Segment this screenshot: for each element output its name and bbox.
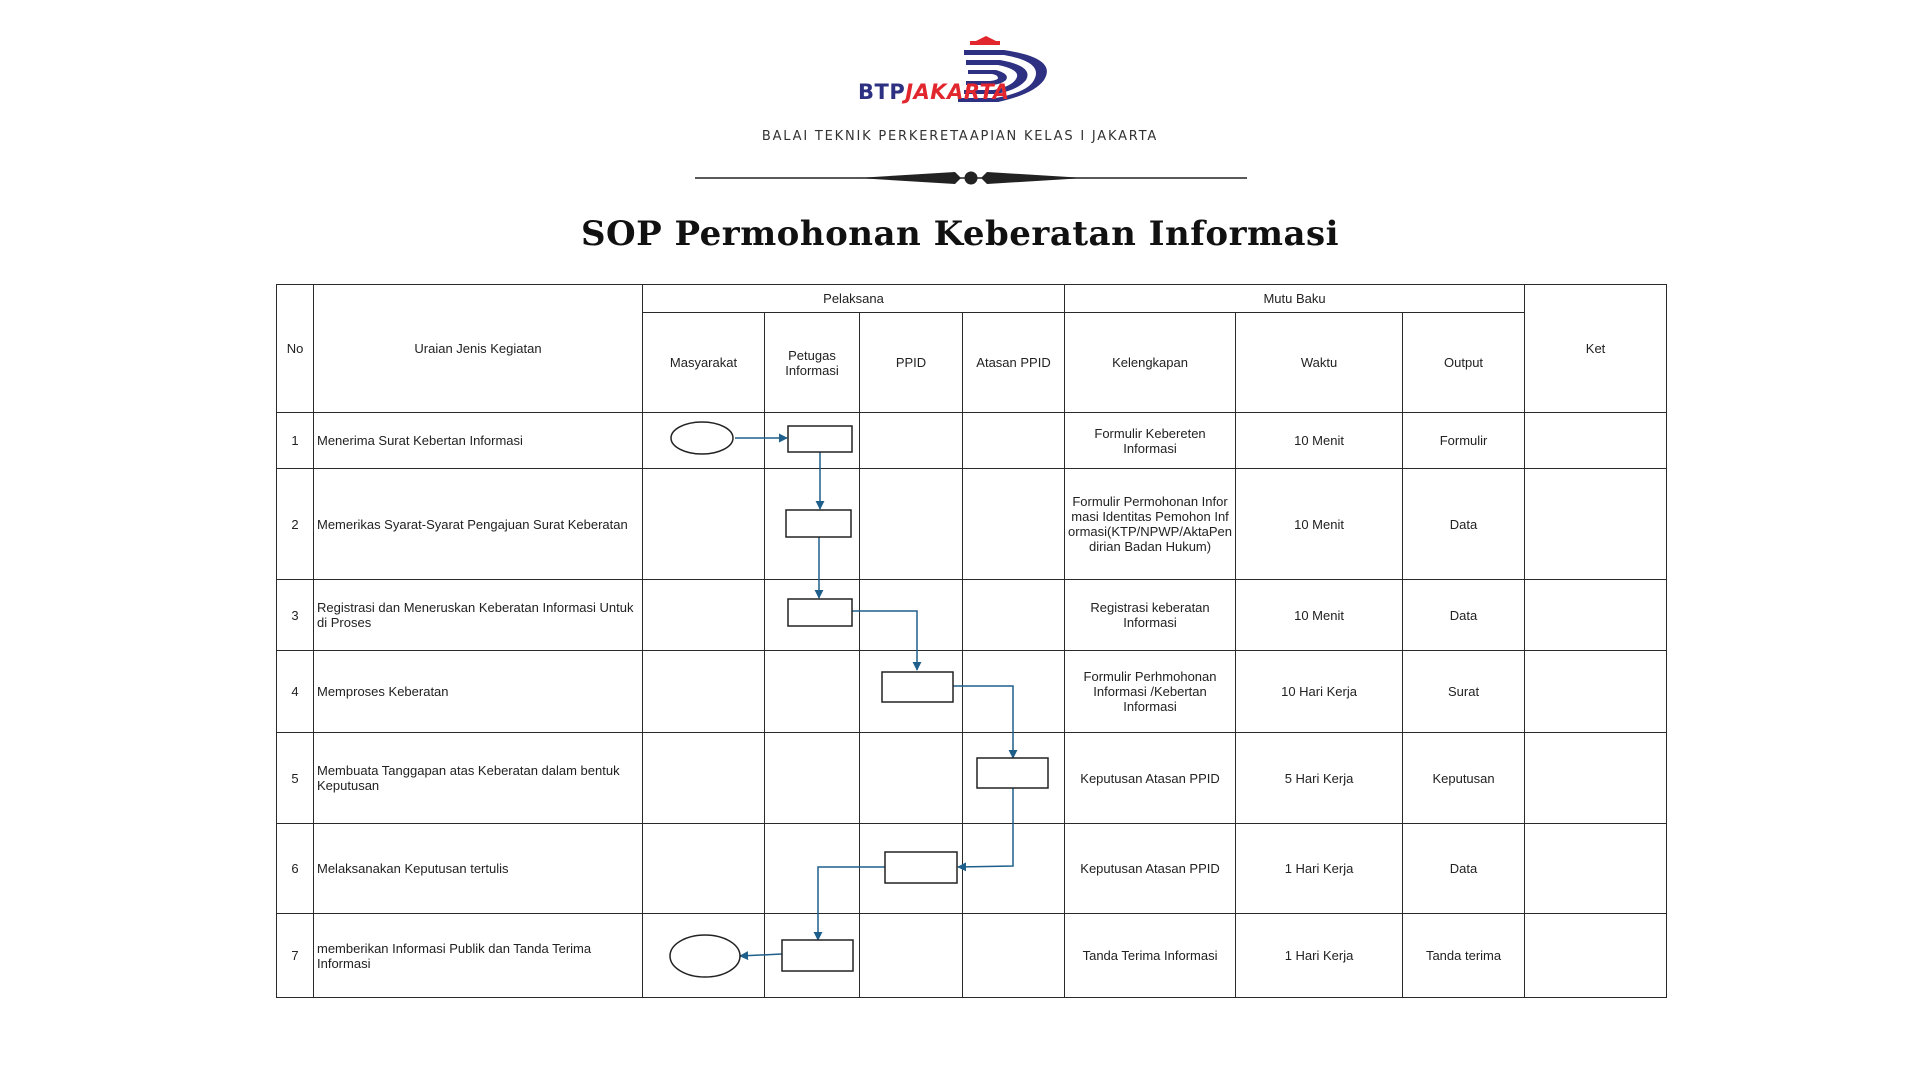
header-petugas-informasi: Petugas Informasi xyxy=(765,313,860,413)
cell-ppid xyxy=(860,651,963,733)
cell-petugas xyxy=(765,651,860,733)
table-row xyxy=(277,469,1667,580)
row-output: Tanda terima xyxy=(1403,914,1525,998)
table-row xyxy=(277,824,1667,914)
row-kelengkapan: Registrasi keberatan Informasi xyxy=(1065,580,1236,651)
railway-logo-icon xyxy=(858,36,1068,116)
cell-petugas xyxy=(765,413,860,469)
btp-jakarta-logo xyxy=(858,36,1068,116)
table-row xyxy=(277,580,1667,651)
cell-atasan xyxy=(963,413,1065,469)
cell-masyarakat xyxy=(643,733,765,824)
table-row xyxy=(277,651,1667,733)
header-no: No xyxy=(277,285,314,413)
cell-atasan xyxy=(963,824,1065,914)
row-ket xyxy=(1525,651,1667,733)
page-title: SOP Permohonan Keberatan Informasi xyxy=(580,214,1340,254)
header-ppid: PPID xyxy=(860,313,963,413)
header-ket: Ket xyxy=(1525,285,1667,413)
header-uraian: Uraian Jenis Kegiatan xyxy=(314,285,643,413)
row-ket xyxy=(1525,413,1667,469)
row-ket xyxy=(1525,469,1667,580)
row-waktu: 1 Hari Kerja xyxy=(1236,914,1403,998)
header-output: Output xyxy=(1403,313,1525,413)
table-row xyxy=(277,413,1667,469)
row-output: Surat xyxy=(1403,651,1525,733)
row-kelengkapan: Formulir Kebereten Informasi xyxy=(1065,413,1236,469)
cell-atasan xyxy=(963,580,1065,651)
header-waktu: Waktu xyxy=(1236,313,1403,413)
cell-atasan xyxy=(963,469,1065,580)
cell-masyarakat xyxy=(643,469,765,580)
row-output: Data xyxy=(1403,824,1525,914)
header-atasan-ppid: Atasan PPID xyxy=(963,313,1065,413)
row-kelengkapan: Keputusan Atasan PPID xyxy=(1065,824,1236,914)
header-mutu-baku: Mutu Baku xyxy=(1065,285,1525,313)
row-no: 4 xyxy=(277,651,314,733)
cell-ppid xyxy=(860,914,963,998)
cell-petugas xyxy=(765,469,860,580)
cell-petugas xyxy=(765,914,860,998)
cell-masyarakat xyxy=(643,651,765,733)
cell-petugas xyxy=(765,580,860,651)
table-row xyxy=(277,914,1667,998)
row-no: 2 xyxy=(277,469,314,580)
row-ket xyxy=(1525,580,1667,651)
row-kelengkapan: Formulir Permohonan Informasi Identitas Pemohon Informasi(KTP/NPWP/AktaPendirian Badan Hukum) xyxy=(1065,469,1236,580)
row-ket xyxy=(1525,824,1667,914)
header-masyarakat: Masyarakat xyxy=(643,313,765,413)
row-waktu: 5 Hari Kerja xyxy=(1236,733,1403,824)
row-output: Formulir xyxy=(1403,413,1525,469)
cell-petugas xyxy=(765,733,860,824)
row-no: 3 xyxy=(277,580,314,651)
cell-ppid xyxy=(860,824,963,914)
sop-table xyxy=(276,284,1667,998)
cell-masyarakat xyxy=(643,824,765,914)
row-no: 6 xyxy=(277,824,314,914)
logo-wordmark xyxy=(858,80,1010,104)
cell-masyarakat xyxy=(643,914,765,998)
logo-jakarta-text: JAKARTA xyxy=(905,80,1010,104)
table-row xyxy=(277,733,1667,824)
row-uraian: memberikan Informasi Publik dan Tanda Terima Informasi xyxy=(314,914,643,998)
row-output: Keputusan xyxy=(1403,733,1525,824)
row-uraian: Memproses Keberatan xyxy=(314,651,643,733)
row-uraian: Melaksanakan Keputusan tertulis xyxy=(314,824,643,914)
ornamental-divider xyxy=(695,168,1247,188)
row-ket xyxy=(1525,914,1667,998)
row-waktu: 10 Hari Kerja xyxy=(1236,651,1403,733)
row-no: 1 xyxy=(277,413,314,469)
header-pelaksana: Pelaksana xyxy=(643,285,1065,313)
cell-petugas xyxy=(765,824,860,914)
row-waktu: 10 Menit xyxy=(1236,413,1403,469)
header-kelengkapan: Kelengkapan xyxy=(1065,313,1236,413)
cell-ppid xyxy=(860,469,963,580)
row-waktu: 10 Menit xyxy=(1236,469,1403,580)
cell-masyarakat xyxy=(643,580,765,651)
cell-ppid xyxy=(860,733,963,824)
cell-atasan xyxy=(963,651,1065,733)
cell-atasan xyxy=(963,914,1065,998)
row-kelengkapan: Tanda Terima Informasi xyxy=(1065,914,1236,998)
organization-subtitle: BALAI TEKNIK PERKERETAAPIAN KELAS I JAKARTA xyxy=(761,129,1159,144)
row-no: 7 xyxy=(277,914,314,998)
row-uraian: Membuata Tanggapan atas Keberatan dalam bentuk Keputusan xyxy=(314,733,643,824)
row-kelengkapan: Formulir Perhmohonan Informasi /Kebertan Informasi xyxy=(1065,651,1236,733)
cell-atasan xyxy=(963,733,1065,824)
row-ket xyxy=(1525,733,1667,824)
row-uraian: Registrasi dan Meneruskan Keberatan Informasi Untuk di Proses xyxy=(314,580,643,651)
row-no: 5 xyxy=(277,733,314,824)
row-uraian: Memerikas Syarat-Syarat Pengajuan Surat Keberatan xyxy=(314,469,643,580)
row-kelengkapan: Keputusan Atasan PPID xyxy=(1065,733,1236,824)
cell-ppid xyxy=(860,413,963,469)
row-waktu: 10 Menit xyxy=(1236,580,1403,651)
row-output: Data xyxy=(1403,469,1525,580)
cell-ppid xyxy=(860,580,963,651)
logo-btp-text: BTP xyxy=(858,80,906,104)
row-uraian: Menerima Surat Kebertan Informasi xyxy=(314,413,643,469)
cell-masyarakat xyxy=(643,413,765,469)
row-waktu: 1 Hari Kerja xyxy=(1236,824,1403,914)
row-output: Data xyxy=(1403,580,1525,651)
